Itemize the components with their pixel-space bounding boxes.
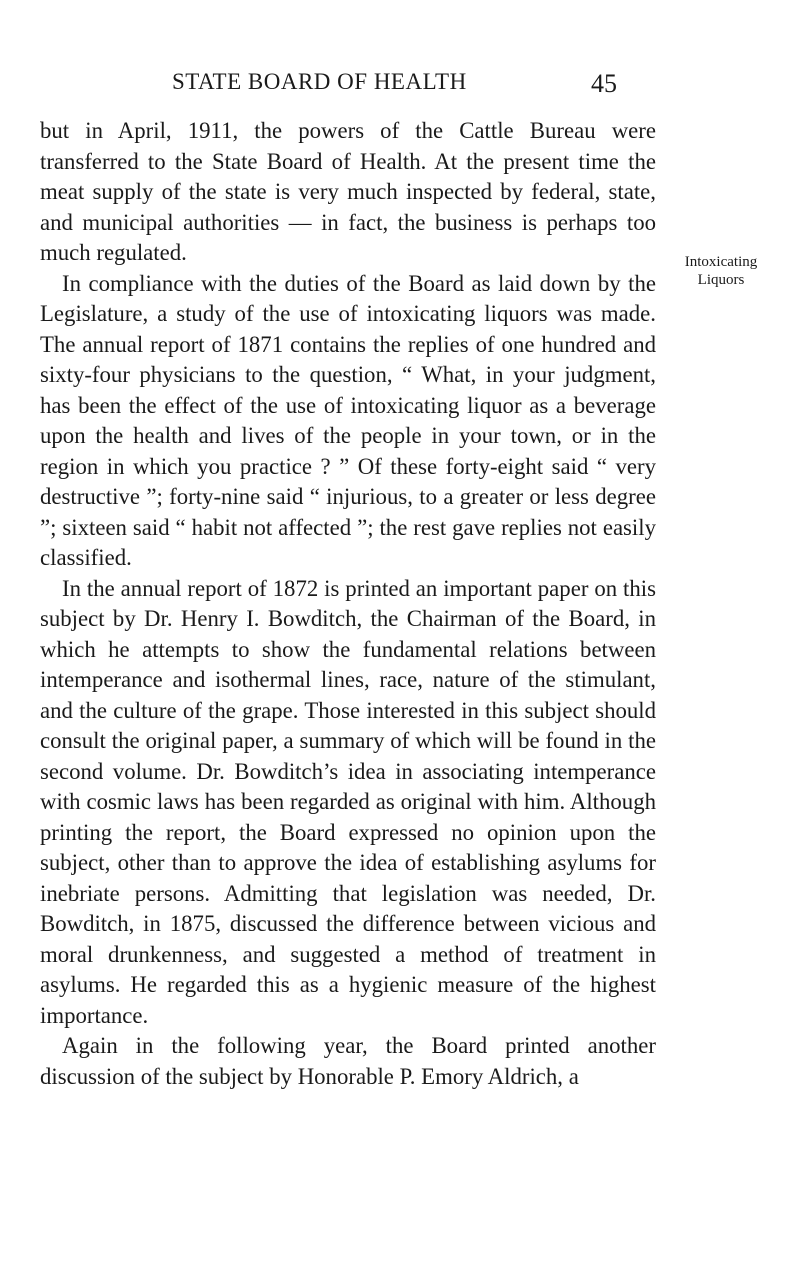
paragraph: Again in the following year, the Board printed another discussion of the subject by Honorable P. Emory Aldrich, a bbox=[40, 1033, 656, 1089]
paragraph: In the annual report of 1872 is printed an important paper on this subject by Dr. Henry I. Bowditch, the Chairman of the Board, in which he attempts to show the fundamental relations between intemperance and isothermal lines, race, nature of the stimulant, and the culture of the grape. Those interested in this subject should consult the original paper, a summary of which will be found in the second volume. Dr. Bowditch’s idea in associating intemperance with cosmic laws has been regarded as original with him. Although printing the report, the Board expressed no opinion upon the subject, other than to approve the idea of establishing asylums for inebriate persons. Admitting that legislation was needed, Dr. Bowditch, in 1875, discussed the difference between vicious and moral drunkenness, and suggested a method of treatment in asylums. He regarded this as a hygienic measure of the highest importance. bbox=[40, 575, 656, 1028]
running-title: STATE BOARD OF HEALTH bbox=[172, 69, 467, 94]
marginal-note bbox=[666, 253, 776, 289]
marginal-note-line: Liquors bbox=[697, 272, 745, 288]
page-number: 45 bbox=[591, 69, 617, 98]
running-head bbox=[40, 69, 696, 109]
body-text bbox=[40, 116, 656, 1092]
paragraph: but in April, 1911, the powers of the Cattle Bureau were transferred to the State Board of Health. At the present time the meat supply of the state is very much inspected by federal, state, and municipal authorities — in fact, the business is perhaps too much regulated. bbox=[40, 118, 656, 265]
marginal-note-line: Intoxicating bbox=[684, 254, 758, 270]
paragraph: In compliance with the duties of the Board as laid down by the Legislature, a study of the use of intoxicating liquors was made. The annual report of 1871 contains the replies of one hundred and sixty-four physicians to the question, “ What, in your judgment, has been the effect of the use of intoxicating liquor as a beverage upon the health and lives of the people in your town, or in the region in which you practice ? ” Of these forty-eight said “ very destructive ”; forty-nine said “ injurious, to a greater or less degree ”; sixteen said “ habit not affected ”; the rest gave replies not easily classified. bbox=[40, 270, 656, 570]
